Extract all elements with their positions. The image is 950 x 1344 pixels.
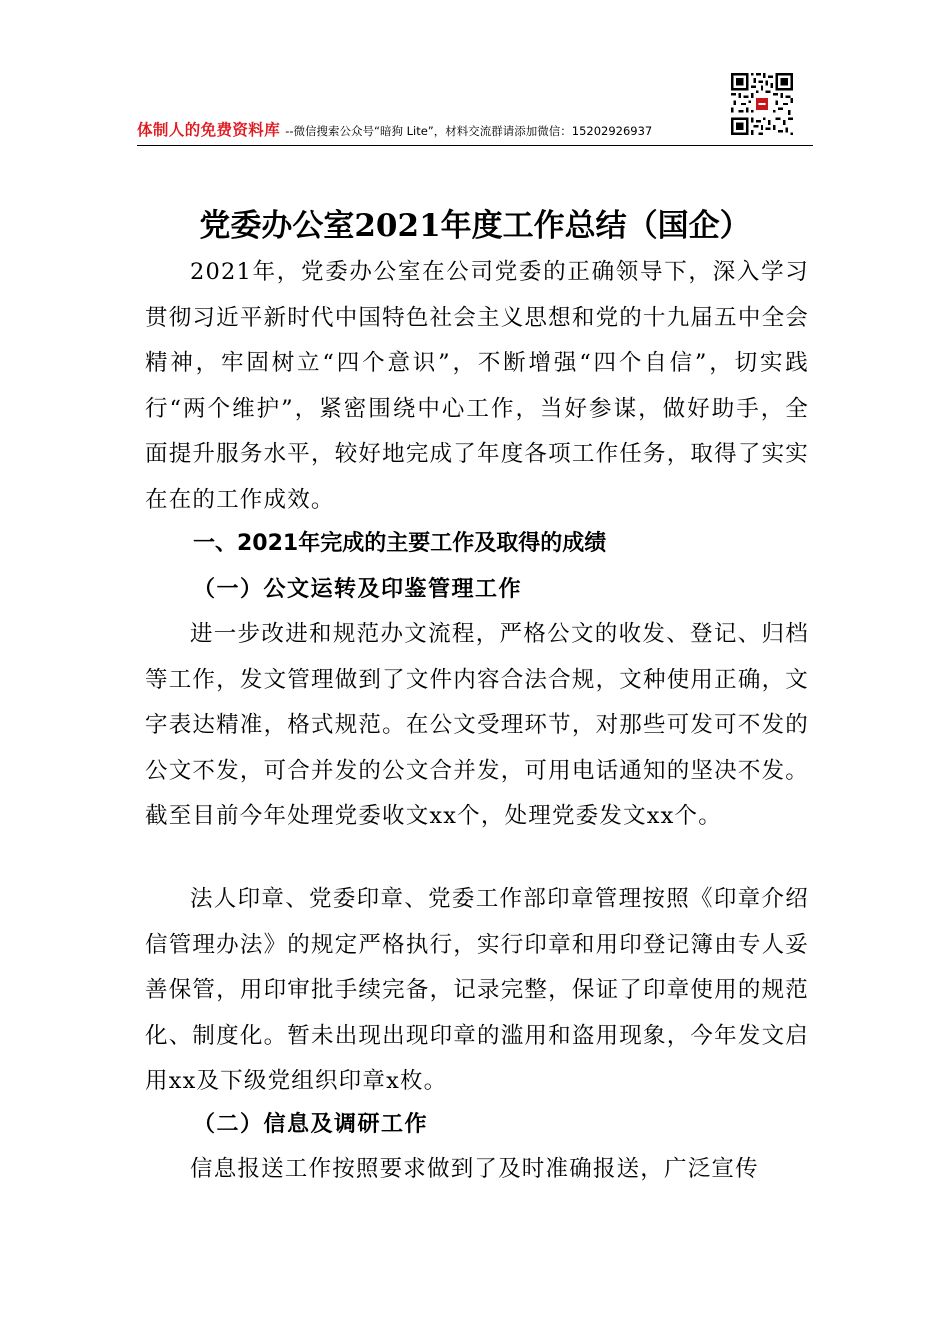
subsection-1-paragraph-2: 法人印章、党委印章、党委工作部印章管理按照《印章介绍信管理办法》的规定严格执行，实行印章和用印登记簿由专人妥善保管，用印审批手续完备，记录完整，保证了印章使用的规范化、制度化。暂未出现出现印章的滥用和盗用现象，今年发文启用xx及下级党组织印章x枚。 (145, 886, 809, 1095)
document-title: 党委办公室2021年度工作总结（国企） (199, 208, 751, 244)
qr-code-icon (731, 73, 793, 135)
header-brand: 体制人的免费资料库 (137, 121, 281, 139)
page-header (137, 118, 813, 148)
subsection-1-paragraph-1: 进一步改进和规范办文流程，严格公文的收发、登记、归档等工作，发文管理做到了文件内容合法合规，文种使用正确，文字表达精准，格式规范。在公文受理环节，对那些可发可不发的公文不发，可合并发的公文合并发，可用电话通知的坚决不发。截至目前今年处理党委收文xx个，处理党委发文xx个。 (145, 621, 809, 830)
subsection-2-heading: （二）信息及调研工作 (193, 1111, 429, 1137)
section-1-heading: 一、2021年完成的主要工作及取得的成绩 (193, 531, 607, 556)
subsection-1-heading: （一）公文运转及印鉴管理工作 (193, 576, 523, 602)
intro-paragraph: 2021年，党委办公室在公司党委的正确领导下，深入学习贯彻习近平新时代中国特色社会主义思想和党的十九届五中全会精神，牢固树立“四个意识”，不断增强“四个自信”，切实践行“两个维护”，紧密围绕中心工作，当好参谋，做好助手，全面提升服务水平，较好地完成了年度各项工作任务，取得了实实在在的工作成效。 (145, 259, 809, 513)
subsection-2-paragraph-1: 信息报送工作按照要求做到了及时准确报送，广泛宣传 (190, 1156, 759, 1182)
header-divider (137, 145, 813, 146)
header-note: --微信搜索公众号“暗狗 Lite”，材料交流群请添加微信：15202926937 (285, 124, 653, 138)
